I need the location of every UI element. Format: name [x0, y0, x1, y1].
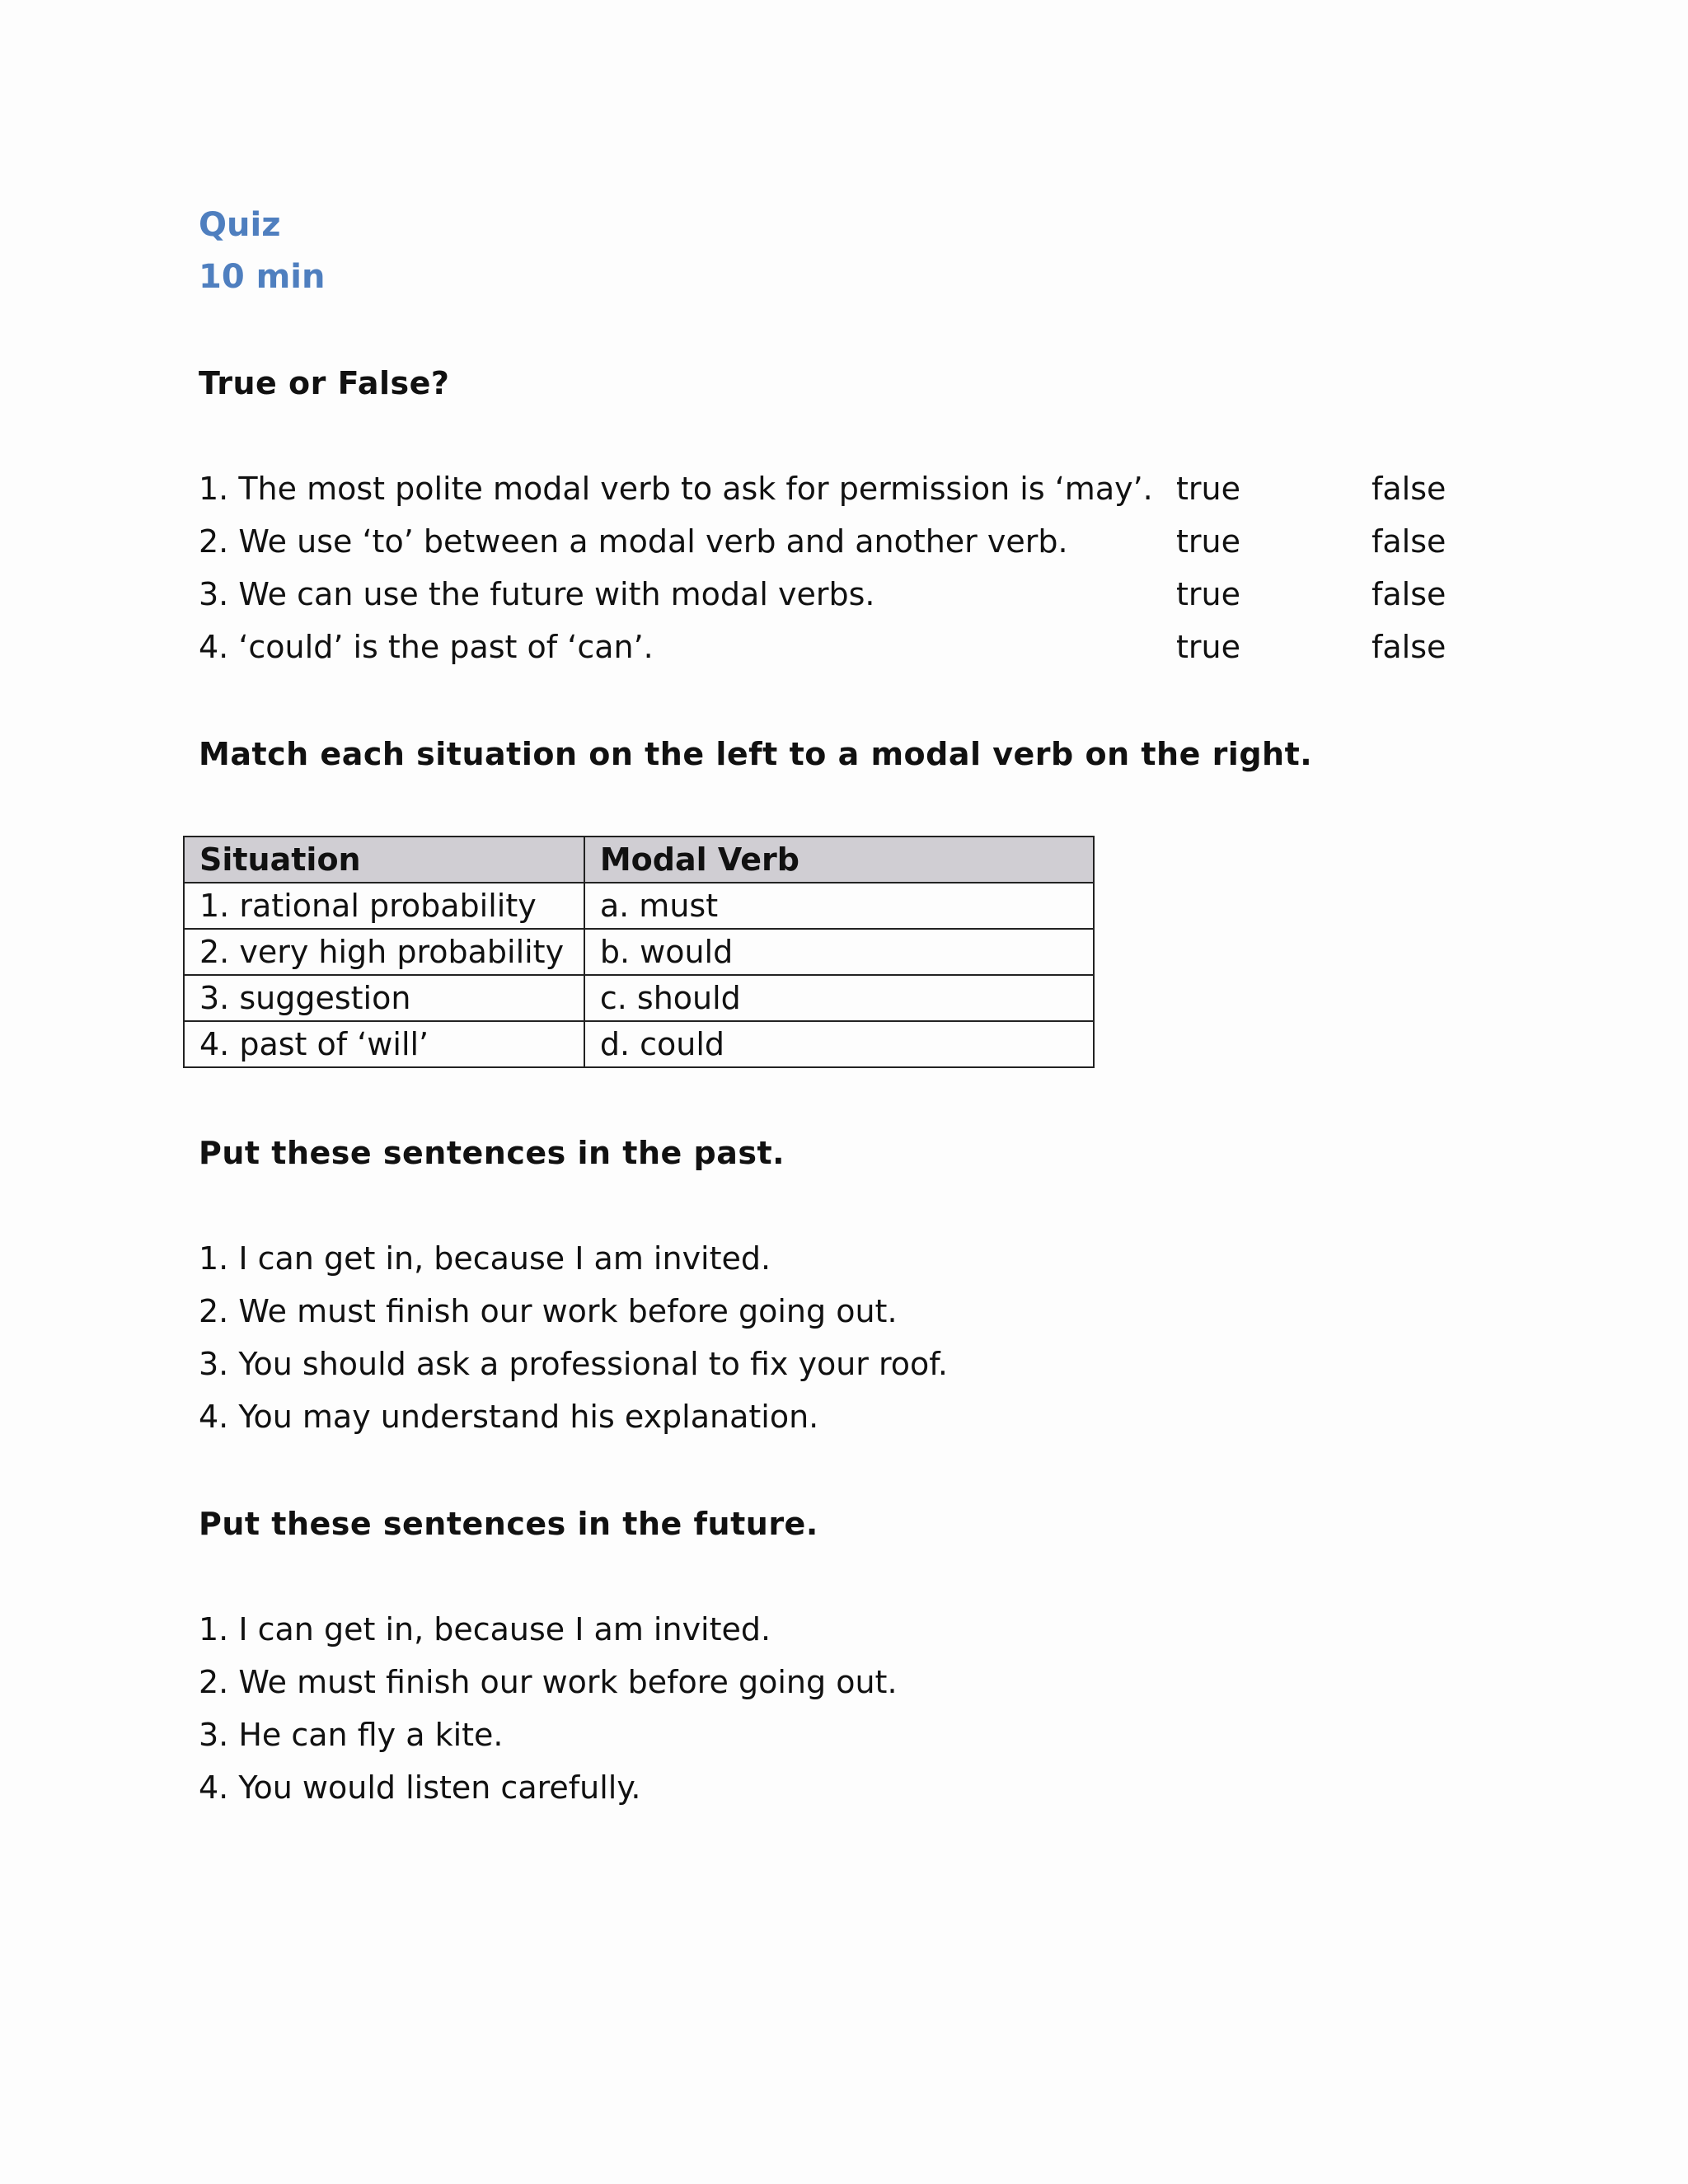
situation-cell: 2. very high probability: [184, 929, 584, 975]
true-option: true: [1176, 471, 1240, 507]
list-item: 4. You would listen carefully.: [199, 1769, 641, 1806]
true-option: true: [1176, 523, 1240, 560]
false-option: false: [1372, 471, 1447, 507]
table-row: [184, 1021, 1094, 1067]
modal-verb-cell: d. could: [584, 1021, 1094, 1067]
true-false-question: 4. ‘could’ is the past of ‘can’.: [199, 629, 654, 665]
table-row: [184, 883, 1094, 929]
column-header-situation: Situation: [184, 837, 584, 883]
quiz-title: Quiz: [199, 206, 281, 244]
list-item: 3. You should ask a professional to fix your roof.: [199, 1346, 948, 1382]
list-item: 4. You may understand his explanation.: [199, 1399, 819, 1435]
false-option: false: [1372, 629, 1447, 665]
table-row: [184, 975, 1094, 1021]
false-option: false: [1372, 523, 1447, 560]
true-false-question: 1. The most polite modal verb to ask for permission is ‘may’.: [199, 471, 1153, 507]
situation-cell: 4. past of ‘will’: [184, 1021, 584, 1067]
list-item: 3. He can fly a kite.: [199, 1717, 504, 1753]
situation-cell: 1. rational probability: [184, 883, 584, 929]
false-option: false: [1372, 576, 1447, 612]
list-item: 1. I can get in, because I am invited.: [199, 1240, 771, 1277]
matching-heading: Match each situation on the left to a modal verb on the right.: [199, 736, 1313, 772]
list-item: 2. We must finish our work before going out.: [199, 1664, 898, 1700]
true-option: true: [1176, 576, 1240, 612]
modal-verb-cell: b. would: [584, 929, 1094, 975]
true-option: true: [1176, 629, 1240, 665]
modal-verb-cell: a. must: [584, 883, 1094, 929]
past-heading: Put these sentences in the past.: [199, 1135, 785, 1171]
true-false-heading: True or False?: [199, 365, 450, 401]
matching-table: [183, 836, 1095, 1068]
situation-cell: 3. suggestion: [184, 975, 584, 1021]
list-item: 2. We must finish our work before going out.: [199, 1293, 898, 1329]
modal-verb-cell: c. should: [584, 975, 1094, 1021]
column-header-modal-verb: Modal Verb: [584, 837, 1094, 883]
true-false-question: 2. We use ‘to’ between a modal verb and another verb.: [199, 523, 1068, 560]
future-heading: Put these sentences in the future.: [199, 1506, 818, 1542]
quiz-duration: 10 min: [199, 258, 326, 296]
list-item: 1. I can get in, because I am invited.: [199, 1611, 771, 1647]
true-false-question: 3. We can use the future with modal verbs.: [199, 576, 875, 612]
table-header-row: [184, 837, 1094, 883]
table-row: [184, 929, 1094, 975]
